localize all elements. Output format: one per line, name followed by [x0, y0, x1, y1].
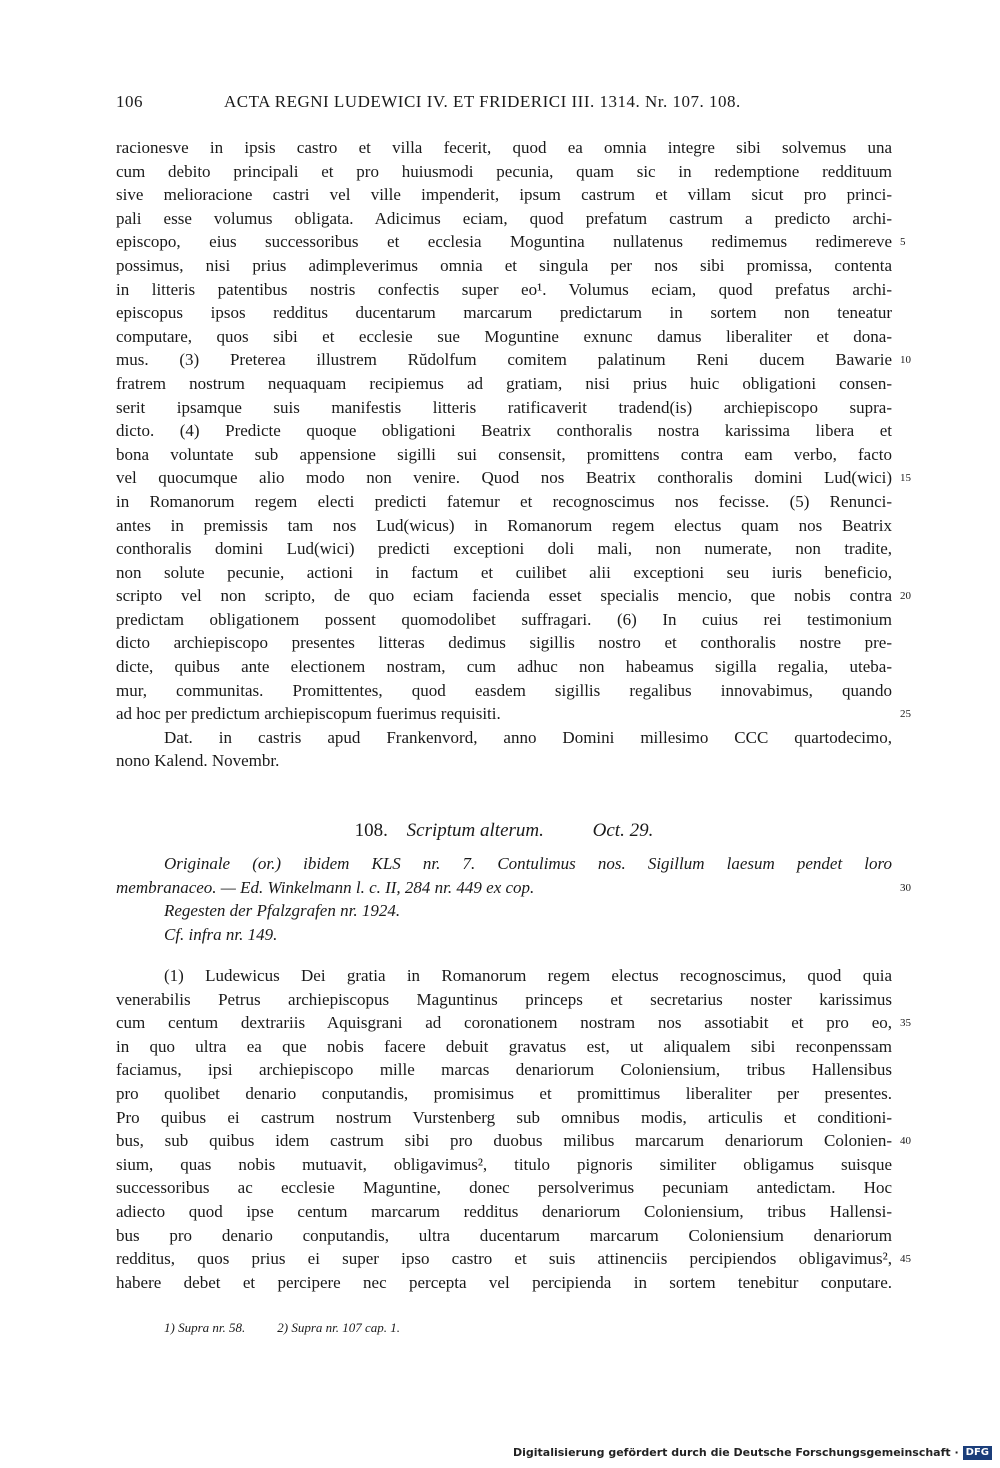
- line-text: (1) Ludewicus Dei gratia in Romanorum regem electus recognoscimus, quod quia: [164, 966, 892, 985]
- text-line: [116, 561, 892, 585]
- text-line: [116, 419, 892, 443]
- text-line: [116, 899, 892, 923]
- line-number: 25: [900, 708, 911, 721]
- line-text: bona voluntate sub appensione sigilli sui consensit, promittens contra eam verbo, facto: [116, 444, 892, 464]
- text-line: [116, 1200, 892, 1224]
- line-number: 20: [900, 590, 911, 603]
- text-line: [116, 254, 892, 278]
- line-number: 5: [900, 236, 906, 249]
- line-text: membranaceo. — Ed. Winkelmann l. c. II, 284 nr. 449 ex cop.: [116, 877, 535, 897]
- text-line: [116, 136, 892, 160]
- line-text: successoribus ac ecclesie Maguntine, donec persolverimus pecuniam antedictam. Hoc: [116, 1178, 892, 1198]
- text-line: [116, 537, 892, 561]
- line-text: nono Kalend. Novembr.: [116, 751, 280, 771]
- line-text: pro quolibet denario conputandis, promisimus et promittimus liberaliter per presentes.: [116, 1083, 892, 1103]
- document-number: 108.: [354, 820, 388, 841]
- line-text: sive melioracione castri vel ville impenderit, ipsum castrum et villam sicut pro princi-: [116, 185, 892, 205]
- document-108-heading: [116, 820, 892, 842]
- text-line: [116, 608, 892, 632]
- line-text: episcopus ipsos redditus ducentarum marcarum predictarum in sortem non teneatur: [116, 303, 892, 323]
- funding-credit: [513, 1444, 992, 1462]
- critical-apparatus: [116, 852, 911, 946]
- text-line: [116, 396, 892, 420]
- line-text: Cf. infra nr. 149.: [164, 924, 278, 944]
- line-text: in quo ultra ea que nobis facere debuit gravatus est, ut aliqualem sibi reconpenssam: [116, 1036, 892, 1056]
- text-line: [116, 1247, 911, 1271]
- text-line: [116, 702, 911, 726]
- line-text: habere debet et percipere nec percepta vel percipienda in sortem tenebitur conputare.: [116, 1272, 892, 1292]
- line-text: conthoralis domini Lud(wici) predicti exceptioni doli mali, non numerate, non tradite,: [116, 539, 892, 559]
- text-line: [116, 160, 892, 184]
- line-text: possimus, nisi prius adimpleverimus omnia et singula per nos sibi promissa, contenta: [116, 255, 892, 275]
- text-line: [116, 1011, 911, 1035]
- text-line: [116, 372, 892, 396]
- text-line: [116, 1082, 892, 1106]
- line-text: episcopo, eius successoribus et ecclesia Moguntina nullatenus redimemus redimereve: [116, 232, 892, 252]
- line-text: serit ipsamque suis manifestis litteris ratificaverit tradend(is) archiepiscopo supra-: [116, 397, 892, 417]
- line-text: vel quocumque alio modo non venire. Quod nos Beatrix conthoralis domini Lud(wici): [116, 468, 892, 488]
- text-line: [116, 1058, 892, 1082]
- text-line: [116, 1106, 892, 1130]
- text-line: [116, 325, 892, 349]
- line-number: 45: [900, 1253, 911, 1266]
- line-text: scripto vel non scripto, de quo eciam facienda esset specialis mencio, que nobis contra: [116, 586, 892, 606]
- page-number: 106: [116, 92, 143, 111]
- text-line: [116, 876, 911, 900]
- footnotes: [164, 1320, 432, 1336]
- funding-note: Digitalisierung gefördert durch die Deutsche Forschungsgemeinschaft ·: [512, 1446, 959, 1459]
- line-text: dicto. (4) Predicte quoque obligationi Beatrix conthoralis nostra karissima libera et: [116, 421, 892, 441]
- text-line: [116, 348, 911, 372]
- dfg-logo: DFG: [963, 1446, 992, 1460]
- document-108-text: [116, 964, 911, 1294]
- line-text: faciamus, ipsi archiepiscopo mille marcas denariorum Coloniensium, tribus Hallensibus: [116, 1060, 892, 1080]
- line-text: in litteris patentibus nostris confectis super eo¹. Volumus eciam, quod prefatus archi-: [116, 279, 892, 299]
- line-text: Dat. in castris apud Frankenvord, anno Domini millesimo CCC quartodecimo,: [164, 727, 892, 747]
- text-line: [116, 631, 892, 655]
- line-text: Originale (or.) ibidem KLS nr. 7. Contulimus nos. Sigillum laesum pendet loro: [164, 854, 892, 873]
- text-line: [116, 230, 906, 254]
- line-text: Pro quibus ei castrum nostrum Vurstenberg sub omnibus modis, articulis et conditioni-: [116, 1107, 892, 1127]
- line-text: Regesten der Pfalzgrafen nr. 1924.: [164, 901, 401, 921]
- line-text: predictam obligationem possent quomodolibet suffragari. (6) In cuius rei testimonium: [116, 609, 892, 629]
- text-line: [116, 183, 892, 207]
- line-number: 15: [900, 472, 911, 485]
- running-title: ACTA REGNI LUDEWICI IV. ET FRIDERICI III. 1314. Nr. 107. 108.: [224, 92, 741, 111]
- text-line: [116, 584, 911, 608]
- text-line: [116, 852, 892, 876]
- document-107-text: [116, 136, 911, 773]
- text-line: [116, 1224, 892, 1248]
- line-text: dicte, quibus ante electionem nostram, cum adhuc non habeamus sigilla regalia, uteba-: [116, 657, 892, 677]
- text-line: [116, 655, 892, 679]
- text-line: [116, 490, 892, 514]
- document-title: Scriptum alterum.: [406, 820, 544, 841]
- text-line: [116, 923, 892, 947]
- line-text: redditus, quos prius ei super ipso castro et suis attinenciis percipiendos obligavimus²,: [116, 1249, 892, 1269]
- line-number: 30: [900, 881, 911, 894]
- line-text: cum centum dextrariis Aquisgrani ad coronationem nostram nos assotiabit et pro eo,: [116, 1013, 892, 1033]
- text-line: [116, 301, 892, 325]
- line-text: mus. (3) Preterea illustrem Rŭdolfum comitem palatinum Reni ducem Bawarie: [116, 350, 892, 370]
- line-text: bus pro denario conputandis, ultra ducentarum marcarum Coloniensium denariorum: [116, 1225, 892, 1245]
- line-text: computare, quos sibi et ecclesie sue Moguntine exnunc damus liberaliter et dona-: [116, 326, 892, 346]
- line-text: fratrem nostrum nequaquam recipiemus ad gratiam, nisi prius huic obligationi consen-: [116, 373, 892, 393]
- text-line: [116, 679, 892, 703]
- line-text: venerabilis Petrus archiepiscopus Maguntinus princeps et secretarius noster karissimus: [116, 989, 892, 1009]
- line-text: adiecto quod ipse centum marcarum redditus denariorum Coloniensium, tribus Hallensi-: [116, 1201, 892, 1221]
- text-line: [116, 964, 892, 988]
- line-text: in Romanorum regem electi predicti fatemur et recognoscimus nos fecisse. (5) Renunci-: [116, 491, 892, 511]
- running-header: [116, 92, 892, 118]
- text-line: [116, 1176, 892, 1200]
- text-line: [116, 278, 892, 302]
- line-text: cum debito principali et pro huiusmodi pecunia, quam sic in redemptione reddituum: [116, 161, 892, 181]
- line-text: dicto archiepiscopo presentes litteras dedimus sigillis nostro et conthoralis nostre pre-: [116, 633, 892, 653]
- line-text: ad hoc per predictum archiepiscopum fuerimus requisiti.: [116, 704, 501, 724]
- line-text: antes in premissis tam nos Lud(wicus) in Romanorum regem electus quam nos Beatrix: [116, 515, 892, 535]
- footnote: 1) Supra nr. 58.: [164, 1320, 246, 1335]
- line-number: 35: [900, 1017, 911, 1030]
- text-line: [116, 988, 892, 1012]
- text-line: [116, 726, 892, 750]
- line-text: non solute pecunie, actioni in factum et cuilibet alii exceptioni seu iuris beneficio,: [116, 562, 892, 582]
- document-date: Oct. 29.: [592, 820, 654, 841]
- text-line: [116, 443, 892, 467]
- footnote: 2) Supra nr. 107 cap. 1.: [277, 1320, 401, 1335]
- line-text: pali esse volumus obligata. Adicimus eciam, quod prefatum castrum a predicto archi-: [116, 208, 892, 228]
- text-line: [116, 207, 892, 231]
- text-line: [116, 1153, 892, 1177]
- line-text: racionesve in ipsis castro et villa fecerit, quod ea omnia integre sibi solvemus una: [116, 138, 892, 157]
- line-text: mur, communitas. Promittentes, quod easdem sigillis regalibus innovabimus, quando: [116, 680, 892, 700]
- text-line: [116, 514, 892, 538]
- text-line: [116, 749, 892, 773]
- line-number: 10: [900, 354, 911, 367]
- line-text: sium, quas nobis mutuavit, obligavimus², titulo pignoris similiter obligamus suisque: [116, 1154, 892, 1174]
- text-line: [116, 1271, 892, 1295]
- line-number: 40: [900, 1135, 911, 1148]
- text-line: [116, 466, 911, 490]
- text-line: [116, 1035, 892, 1059]
- text-line: [116, 1129, 911, 1153]
- line-text: bus, sub quibus idem castrum sibi pro duobus milibus marcarum denariorum Colonien-: [116, 1131, 892, 1151]
